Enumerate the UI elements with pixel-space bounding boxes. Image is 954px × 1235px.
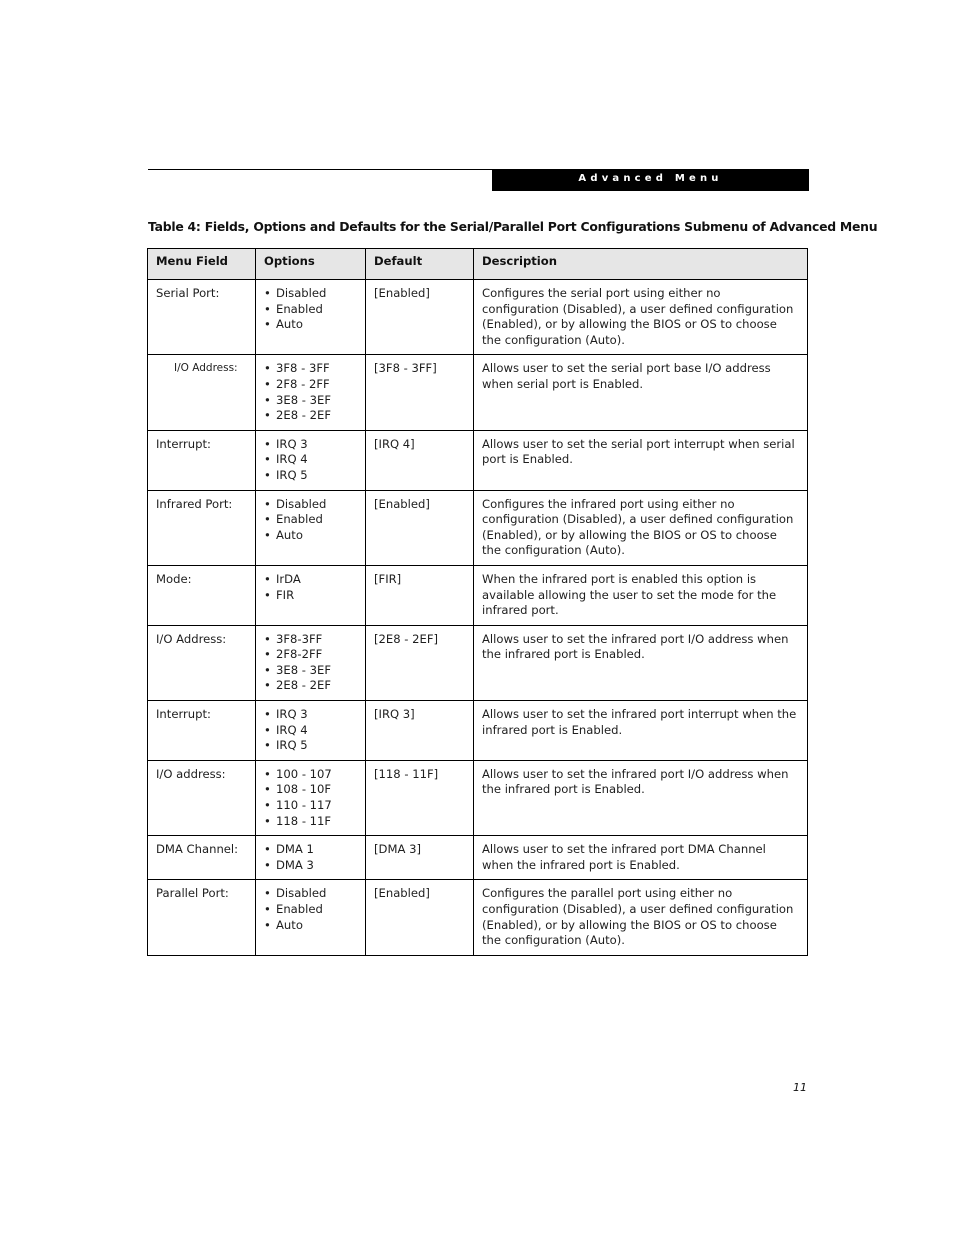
table-row [148, 490, 808, 565]
description-cell: Allows user to set the serial port interrupt when serial port is Enabled. [474, 430, 808, 490]
section-header-bar [492, 169, 809, 191]
default-cell: [Enabled] [366, 280, 474, 355]
table-body [148, 280, 808, 956]
option-item: • Enabled [264, 902, 357, 918]
option-item: • IrDA [264, 572, 357, 588]
option-item: • Auto [264, 528, 357, 544]
description-cell: Configures the serial port using either no configuration (Disabled), a user defined configuration (Enabled), or by allowing the BIOS or OS to choose the configuration (Auto). [474, 280, 808, 355]
options-list [264, 767, 357, 829]
option-item: • IRQ 3 [264, 707, 357, 723]
options-list [264, 886, 357, 933]
default-cell: [IRQ 3] [366, 701, 474, 761]
option-item: • 2F8-2FF [264, 647, 357, 663]
description-cell: When the infrared port is enabled this option is available allowing the user to set the mode for the infrared port. [474, 565, 808, 625]
options-cell [256, 880, 366, 955]
options-list [264, 632, 357, 694]
option-item: • Enabled [264, 512, 357, 528]
options-list [264, 707, 357, 754]
option-item: • IRQ 3 [264, 437, 357, 453]
page-number: 11 [793, 1081, 807, 1094]
menu-field-cell: I/O Address: [148, 625, 256, 700]
option-item: • Auto [264, 918, 357, 934]
column-header-description: Description [474, 249, 808, 280]
option-item: • Disabled [264, 886, 357, 902]
option-item: • 2E8 - 2EF [264, 408, 357, 424]
table-row [148, 701, 808, 761]
table-row [148, 280, 808, 355]
description-cell: Configures the infrared port using either no configuration (Disabled), a user defined configuration (Enabled), or by allowing the BIOS or OS to choose the configuration (Auto). [474, 490, 808, 565]
option-item: • IRQ 4 [264, 452, 357, 468]
option-item: • 2F8 - 2FF [264, 377, 357, 393]
options-list [264, 842, 357, 873]
table-title: Table 4: Fields, Options and Defaults for the Serial/Parallel Port Configurations Submenu of Advanced Menu [148, 219, 878, 234]
menu-field-cell: Interrupt: [148, 430, 256, 490]
description-cell: Allows user to set the infrared port I/O address when the infrared port is Enabled. [474, 625, 808, 700]
config-table [147, 248, 808, 956]
default-cell: [IRQ 4] [366, 430, 474, 490]
options-list [264, 286, 357, 333]
options-cell [256, 490, 366, 565]
menu-field-cell: DMA Channel: [148, 836, 256, 880]
option-item: • 2E8 - 2EF [264, 678, 357, 694]
default-cell: [3F8 - 3FF] [366, 355, 474, 430]
option-item: • Disabled [264, 497, 357, 513]
section-label: Advanced Menu [578, 173, 723, 184]
description-cell: Allows user to set the infrared port DMA Channel when the infrared port is Enabled. [474, 836, 808, 880]
option-item: • 100 - 107 [264, 767, 357, 783]
options-list [264, 572, 357, 603]
default-cell: [118 - 11F] [366, 760, 474, 835]
options-cell [256, 565, 366, 625]
description-cell: Allows user to set the infrared port interrupt when the infrared port is Enabled. [474, 701, 808, 761]
table-row [148, 565, 808, 625]
options-cell [256, 625, 366, 700]
table-row [148, 880, 808, 955]
options-list [264, 497, 357, 544]
option-item: • 3E8 - 3EF [264, 393, 357, 409]
option-item: • 3F8 - 3FF [264, 361, 357, 377]
menu-field-cell: Parallel Port: [148, 880, 256, 955]
table-row [148, 355, 808, 430]
option-item: • IRQ 5 [264, 468, 357, 484]
column-header-default: Default [366, 249, 474, 280]
table-row [148, 430, 808, 490]
options-cell [256, 760, 366, 835]
menu-field-cell: Interrupt: [148, 701, 256, 761]
menu-field-cell: I/O address: [148, 760, 256, 835]
column-header-options: Options [256, 249, 366, 280]
option-item: • 3F8-3FF [264, 632, 357, 648]
options-cell [256, 430, 366, 490]
option-item: • FIR [264, 588, 357, 604]
header-rule [148, 169, 493, 170]
options-cell [256, 701, 366, 761]
table-row [148, 625, 808, 700]
column-header-menu-field: Menu Field [148, 249, 256, 280]
table-row [148, 836, 808, 880]
menu-field-cell: Mode: [148, 565, 256, 625]
option-item: • DMA 3 [264, 858, 357, 874]
default-cell: [Enabled] [366, 490, 474, 565]
menu-field-cell: I/O Address: [148, 355, 256, 430]
table-row [148, 760, 808, 835]
options-cell [256, 836, 366, 880]
option-item: • IRQ 4 [264, 723, 357, 739]
option-item: • 118 - 11F [264, 814, 357, 830]
description-cell: Configures the parallel port using either no configuration (Disabled), a user defined configuration (Enabled), or by allowing the BIOS or OS to choose the configuration (Auto). [474, 880, 808, 955]
options-cell [256, 280, 366, 355]
option-item: • IRQ 5 [264, 738, 357, 754]
description-cell: Allows user to set the serial port base I/O address when serial port is Enabled. [474, 355, 808, 430]
options-cell [256, 355, 366, 430]
menu-field-cell: Infrared Port: [148, 490, 256, 565]
table-header-row [148, 249, 808, 280]
options-list [264, 437, 357, 484]
option-item: • 110 - 117 [264, 798, 357, 814]
default-cell: [2E8 - 2EF] [366, 625, 474, 700]
option-item: • Enabled [264, 302, 357, 318]
option-item: • Auto [264, 317, 357, 333]
default-cell: [Enabled] [366, 880, 474, 955]
option-item: • 108 - 10F [264, 782, 357, 798]
menu-field-cell: Serial Port: [148, 280, 256, 355]
default-cell: [FIR] [366, 565, 474, 625]
option-item: • DMA 1 [264, 842, 357, 858]
option-item: • Disabled [264, 286, 357, 302]
default-cell: [DMA 3] [366, 836, 474, 880]
option-item: • 3E8 - 3EF [264, 663, 357, 679]
options-list [264, 361, 357, 423]
description-cell: Allows user to set the infrared port I/O address when the infrared port is Enabled. [474, 760, 808, 835]
